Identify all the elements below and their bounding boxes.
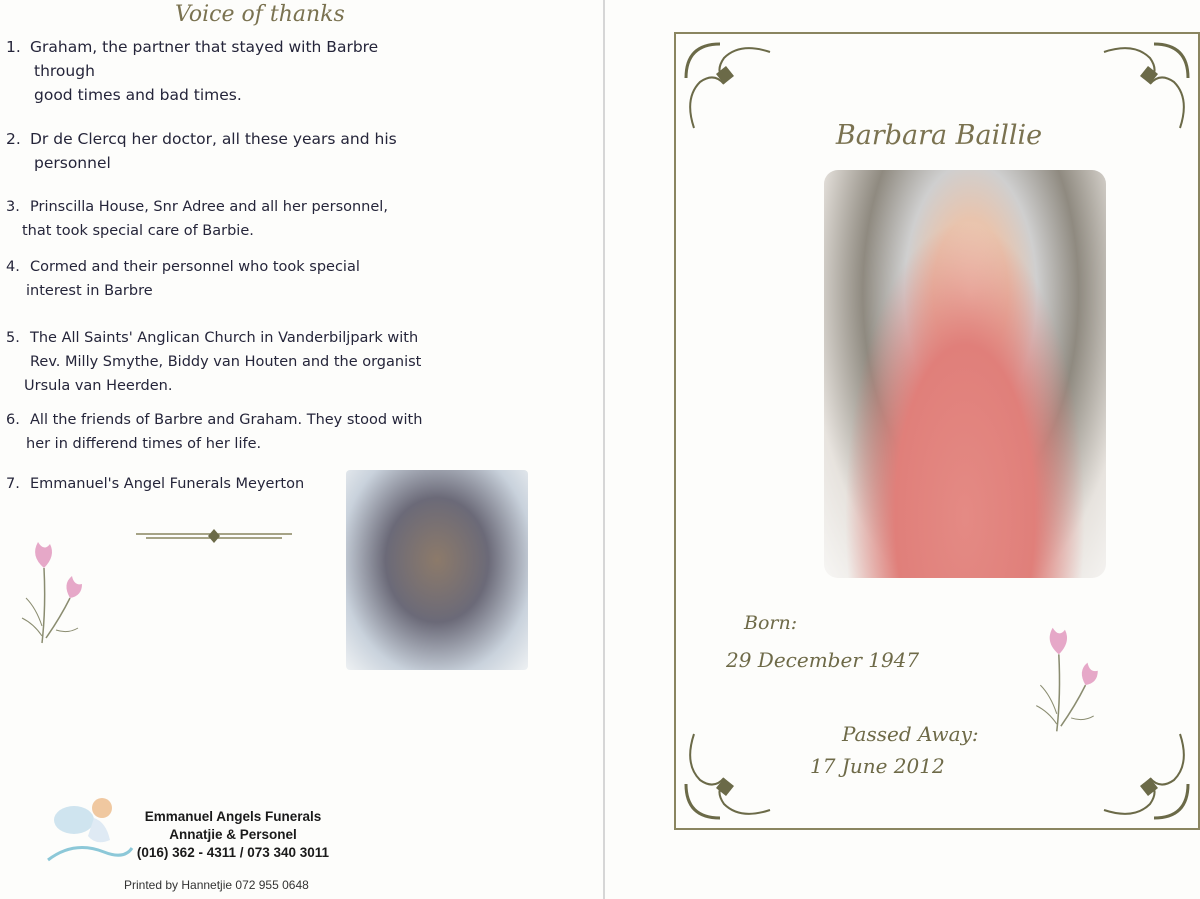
funeral-home-staff: Annatjie & Personel [169, 827, 297, 842]
deceased-name: Barbara Baillie [835, 120, 1043, 151]
thanks-item-2: 2. Dr de Clercq her doctor, all these years and his personnel [6, 130, 397, 172]
funeral-home-name: Emmanuel Angels Funerals [144, 809, 322, 824]
right-page [606, 0, 1200, 899]
couple-photo [346, 470, 528, 670]
funeral-home-phone: (016) 362 - 4311 / 073 340 3011 [136, 845, 330, 860]
flower-icon [1026, 620, 1106, 740]
funeral-home-block [128, 808, 338, 862]
born-label: Born: [744, 612, 798, 634]
passed-away-label: Passed Away: [842, 722, 979, 746]
thanks-item-5: 5. The All Saints' Anglican Church in Vanderbiljpark with Rev. Milly Smythe, Biddy van Houten and the organist Ursula van Heerden. [6, 330, 422, 394]
page-fold [603, 0, 605, 899]
corner-ornament-icon [680, 724, 780, 824]
ornament-divider-icon [136, 528, 292, 544]
passed-away-date: 17 June 2012 [810, 754, 945, 778]
printer-credit: Printed by Hannetjie 072 955 0648 [124, 878, 309, 892]
portrait-photo [824, 170, 1106, 578]
corner-ornament-icon [1094, 724, 1194, 824]
flower-icon [12, 538, 90, 648]
thanks-title: Voice of thanks [175, 2, 345, 27]
angel-logo-icon [44, 790, 134, 872]
thanks-item-3: 3. Prinscilla House, Snr Adree and all her personnel, that took special care of Barbie. [6, 199, 388, 239]
thanks-item-6: 6. All the friends of Barbre and Graham. They stood with her in differend times of her life. [6, 412, 423, 452]
memorial-frame [674, 32, 1200, 830]
thanks-item-4: 4. Cormed and their personnel who took special interest in Barbre [6, 259, 360, 299]
thanks-item-7: 7. Emmanuel's Angel Funerals Meyerton [6, 476, 305, 492]
thanks-item-1: 1. Graham, the partner that stayed with Barbre through good times and bad times. [6, 38, 379, 104]
born-date: 29 December 1947 [726, 648, 920, 672]
